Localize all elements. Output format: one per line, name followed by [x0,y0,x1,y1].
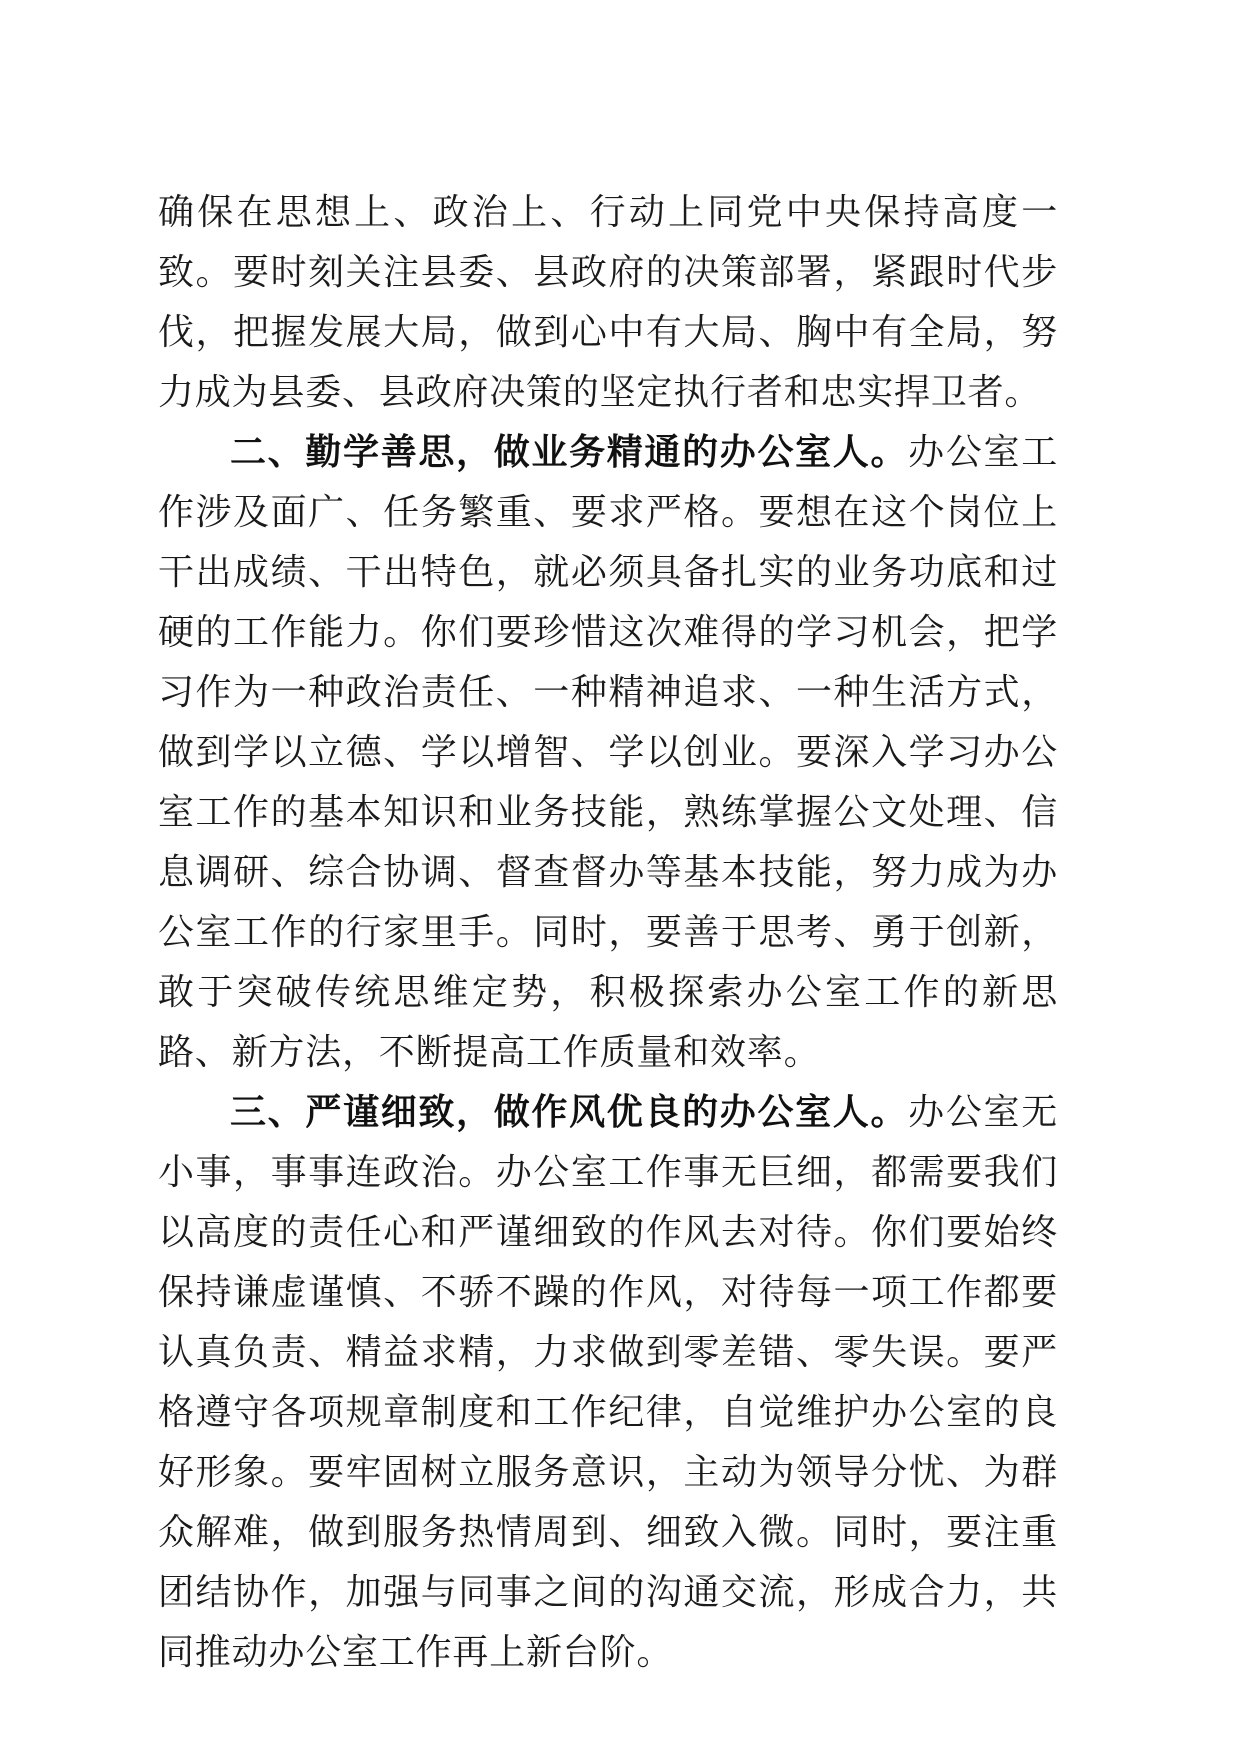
section-2-heading: 二、勤学善思，做业务精通的办公室人。 [230,432,909,473]
paragraph-3 [158,1083,1058,1683]
paragraph-1 [158,183,1058,423]
paragraph-3-text: 办公室无小事，事事连政治。办公室工作事无巨细，都需要我们以高度的责任心和严谨细致的作风去对待。你们要始终保持谦虚谨慎、不骄不躁的作风，对待每一项工作都要认真负责、精益求精，力求做到零差错、零失误。要严格遵守各项规章制度和工作纪律，自觉维护办公室的良好形象。要牢固树立服务意识，主动为领导分忧、为群众解难，做到服务热情周到、细致入微。同时，要注重团结协作，加强与同事之间的沟通交流，形成合力，共同推动办公室工作再上新台阶。 [158,1092,1058,1673]
section-3-heading: 三、严谨细致，做作风优良的办公室人。 [230,1092,909,1133]
paragraph-2 [158,423,1058,1083]
paragraph-1-text: 确保在思想上、政治上、行动上同党中央保持高度一致。要时刻关注县委、县政府的决策部署，紧跟时代步伐，把握发展大局，做到心中有大局、胸中有全局，努力成为县委、县政府决策的坚定执行者和忠实捍卫者。 [158,192,1058,413]
document-body [158,183,1058,1683]
paragraph-2-text: 办公室工作涉及面广、任务繁重、要求严格。要想在这个岗位上干出成绩、干出特色，就必须具备扎实的业务功底和过硬的工作能力。你们要珍惜这次难得的学习机会，把学习作为一种政治责任、一种精神追求、一种生活方式，做到学以立德、学以增智、学以创业。要深入学习办公室工作的基本知识和业务技能，熟练掌握公文处理、信息调研、综合协调、督查督办等基本技能，努力成为办公室工作的行家里手。同时，要善于思考、勇于创新，敢于突破传统思维定势，积极探索办公室工作的新思路、新方法，不断提高工作质量和效率。 [158,432,1058,1073]
